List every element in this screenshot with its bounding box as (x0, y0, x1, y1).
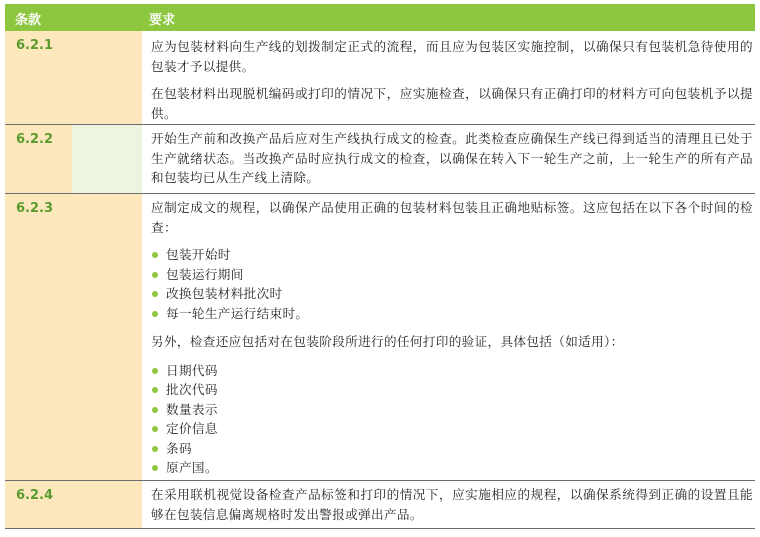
requirement-cell (151, 198, 753, 478)
clause-cell (5, 194, 142, 480)
clause-number: 6.2.4 (16, 488, 54, 503)
requirement-text: 另外，检查还应包括对在包装阶段所进行的任何打印的验证，具体包括（如适用）： (151, 334, 624, 349)
list-item: 原产国。 (151, 458, 753, 478)
header-clause: 条款 (15, 13, 42, 28)
list-item: 每一轮生产运行结束时。 (151, 304, 753, 324)
clause-number: 6.2.2 (16, 132, 54, 147)
clause-cell (5, 31, 142, 124)
requirement-text: 在包装材料出现脱机编码或打印的情况下，应实施检查，以确保只有正确打印的材料方可向包装机予以提供。 (151, 86, 753, 121)
list-item: 定价信息 (151, 419, 753, 439)
list-item: 条码 (151, 439, 753, 459)
list-item: 包装运行期间 (151, 265, 753, 285)
list-item: 日期代码 (151, 361, 753, 381)
clause-number: 6.2.3 (16, 201, 54, 216)
list-item: 批次代码 (151, 380, 753, 400)
clause-cell (5, 125, 142, 193)
table-row (5, 31, 755, 125)
table-row (5, 125, 755, 194)
requirement-cell (151, 37, 753, 123)
requirement-text: 开始生产前和改换产品后应对生产线执行成文的检查。此类检查应确保生产线已得到适当的清理且已处于生产就绪状态。当改换产品时应执行成文的检查，以确保在转入下一轮生产之前，上一轮生产的所有产品和包装均已从生产线上清除。 (151, 131, 753, 185)
requirement-cell (151, 485, 753, 524)
requirement-text: 在采用联机视觉设备检查产品标签和打印的情况下，应实施相应的规程，以确保系统得到正确的设置且能够在包装信息偏离规格时发出警报或弹出产品。 (151, 487, 753, 522)
table-header (5, 4, 755, 31)
requirement-text: 应制定成文的规程，以确保产品使用正确的包装材料包装且正确地贴标签。这应包括在以下各个时间的检查： (151, 200, 753, 235)
requirements-table (5, 4, 755, 529)
requirement-cell (151, 129, 753, 188)
list-item: 数量表示 (151, 400, 753, 420)
clause-cell (5, 481, 142, 528)
list-item: 包装开始时 (151, 245, 753, 265)
table-row (5, 194, 755, 481)
requirement-text: 应为包装材料向生产线的划拨制定正式的流程，而且应为包装区实施控制，以确保只有包装机急待使用的包装才予以提供。 (151, 39, 753, 74)
list-item: 改换包装材料批次时 (151, 284, 753, 304)
table-row (5, 481, 755, 529)
check-times-list (151, 245, 753, 323)
clause-number: 6.2.1 (16, 38, 54, 53)
print-verification-list (151, 361, 753, 478)
header-requirement: 要求 (149, 13, 176, 28)
